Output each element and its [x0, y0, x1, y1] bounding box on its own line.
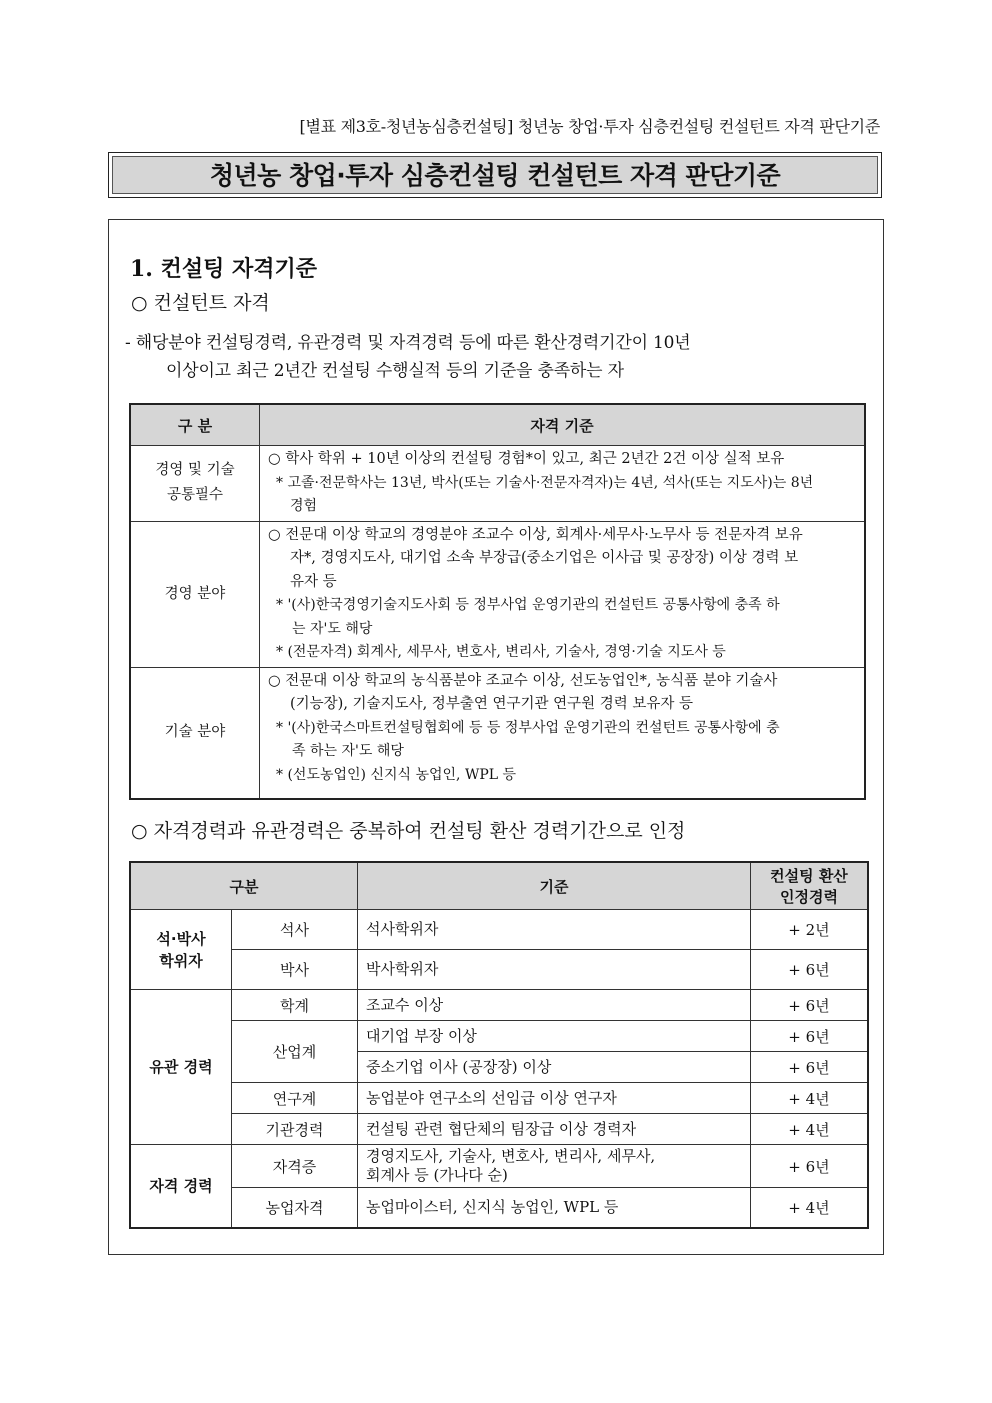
table-row-criteria: 대기업 부장 이상 — [357, 1021, 750, 1052]
qualification-table — [129, 403, 866, 800]
experience-conversion-table — [129, 861, 869, 1229]
title-box — [108, 152, 882, 198]
table-row-criteria: 석사학위자 — [357, 910, 750, 950]
table-row-sub: 농업자격 — [232, 1188, 358, 1228]
table-row-criteria: 박사학위자 — [357, 950, 750, 990]
document-header: [별표 제3호-청년농심층컨설팅] 청년농 창업·투자 심층컨설팅 컨설턴트 자격 판단기준 — [299, 117, 880, 136]
table-row-criteria: 컨설팅 관련 협단체의 팀장급 이상 경력자 — [357, 1114, 750, 1145]
table-row-value: + 6년 — [750, 1052, 868, 1083]
criteria-management: ○ 전문대 이상 학교의 경영분야 조교수 이상, 회계사·세무사·노무사 등 전문자격 보유 자*, 경영지도사, 대기업 소속 부장급(중소기업은 이사급 및 공장장) 이상 경력 보 유자 등 * '(사)한국경영기술지도사회 등 정부사업 운영기관의 컨설턴트 공통사항에 충족 하 는 자'도 해당 * (전문자격) 회계사, 세무사, 변호사, 변리사, 기술사, 경영·기술 지도사 등 — [260, 521, 866, 667]
section-heading: 1. 컨설팅 자격기준 — [130, 256, 318, 282]
table-row-sub: 학계 — [232, 990, 358, 1021]
table1-header-category: 구 분 — [130, 404, 260, 446]
category-management: 경영 분야 — [130, 521, 260, 667]
criteria-common: ○ 학사 학위 + 10년 이상의 컨설팅 경험*이 있고, 최근 2년간 2건 이상 실적 보유 * 고졸·전문학사는 13년, 박사(또는 기술사·전문자격자)는 4년, 석사(또는 지도사)는 8년 경험 — [260, 446, 866, 522]
category-common: 경영 및 기술 공통필수 — [130, 446, 260, 522]
group-related: 유관 경력 — [130, 990, 232, 1145]
table2-header-criteria: 기준 — [357, 862, 750, 910]
overlap-recognition-bullet: ○ 자격경력과 유관경력은 중복하여 컨설팅 환산 경력기간으로 인정 — [131, 820, 686, 842]
consultant-qualification-bullet: ○ 컨설턴트 자격 — [131, 292, 270, 314]
table-row-value: + 6년 — [750, 1145, 868, 1188]
table-row-sub: 기관경력 — [232, 1114, 358, 1145]
table-row-value: + 6년 — [750, 990, 868, 1021]
table1-header-criteria: 자격 기준 — [260, 404, 866, 446]
requirement-line-2: 이상이고 최근 2년간 컨설팅 수행실적 등의 기준을 충족하는 자 — [166, 361, 624, 381]
table-row-criteria: 조교수 이상 — [357, 990, 750, 1021]
criteria-technology: ○ 전문대 이상 학교의 농식품분야 조교수 이상, 선도농업인*, 농식품 분야 기술사 (기능장), 기술지도사, 정부출연 연구기관 연구원 경력 보유자 등 * '(사)한국스마트컨설팅협회에 등 등 정부사업 운영기관의 컨설턴트 공통사항에 충 족 하는 자'도 해당 * (선도농업인) 신지식 농업인, WPL 등 — [260, 667, 866, 799]
group-degree: 석·박사 학위자 — [130, 910, 232, 990]
table-row-value: + 2년 — [750, 910, 868, 950]
page-title: 청년농 창업·투자 심층컨설팅 컨설턴트 자격 판단기준 — [209, 161, 781, 190]
table-row-sub: 연구계 — [232, 1083, 358, 1114]
table-row-criteria: 경영지도사, 기술사, 변호사, 변리사, 세무사, 회계사 등 (가나다 순) — [357, 1145, 750, 1188]
table-row-sub: 박사 — [232, 950, 358, 990]
table-row-criteria: 중소기업 이사 (공장장) 이상 — [357, 1052, 750, 1083]
table-row-value: + 4년 — [750, 1188, 868, 1228]
table-row-value: + 6년 — [750, 1021, 868, 1052]
table-row-value: + 4년 — [750, 1083, 868, 1114]
table-row-criteria: 농업마이스터, 신지식 농업인, WPL 등 — [357, 1188, 750, 1228]
table-row-value: + 4년 — [750, 1114, 868, 1145]
requirement-line-1: - 해당분야 컨설팅경력, 유관경력 및 자격경력 등에 따른 환산경력기간이 10년 — [125, 333, 691, 353]
table-row-sub: 자격증 — [232, 1145, 358, 1188]
category-technology: 기술 분야 — [130, 667, 260, 799]
table2-header-division: 구분 — [130, 862, 357, 910]
table-row-sub: 석사 — [232, 910, 358, 950]
table-row-value: + 6년 — [750, 950, 868, 990]
group-certification: 자격 경력 — [130, 1145, 232, 1228]
title-shading — [112, 156, 878, 194]
table-row-sub: 산업계 — [232, 1021, 358, 1083]
table-row-criteria: 농업분야 연구소의 선임급 이상 연구자 — [357, 1083, 750, 1114]
table2-header-recognized: 컨설팅 환산 인정경력 — [750, 862, 868, 910]
